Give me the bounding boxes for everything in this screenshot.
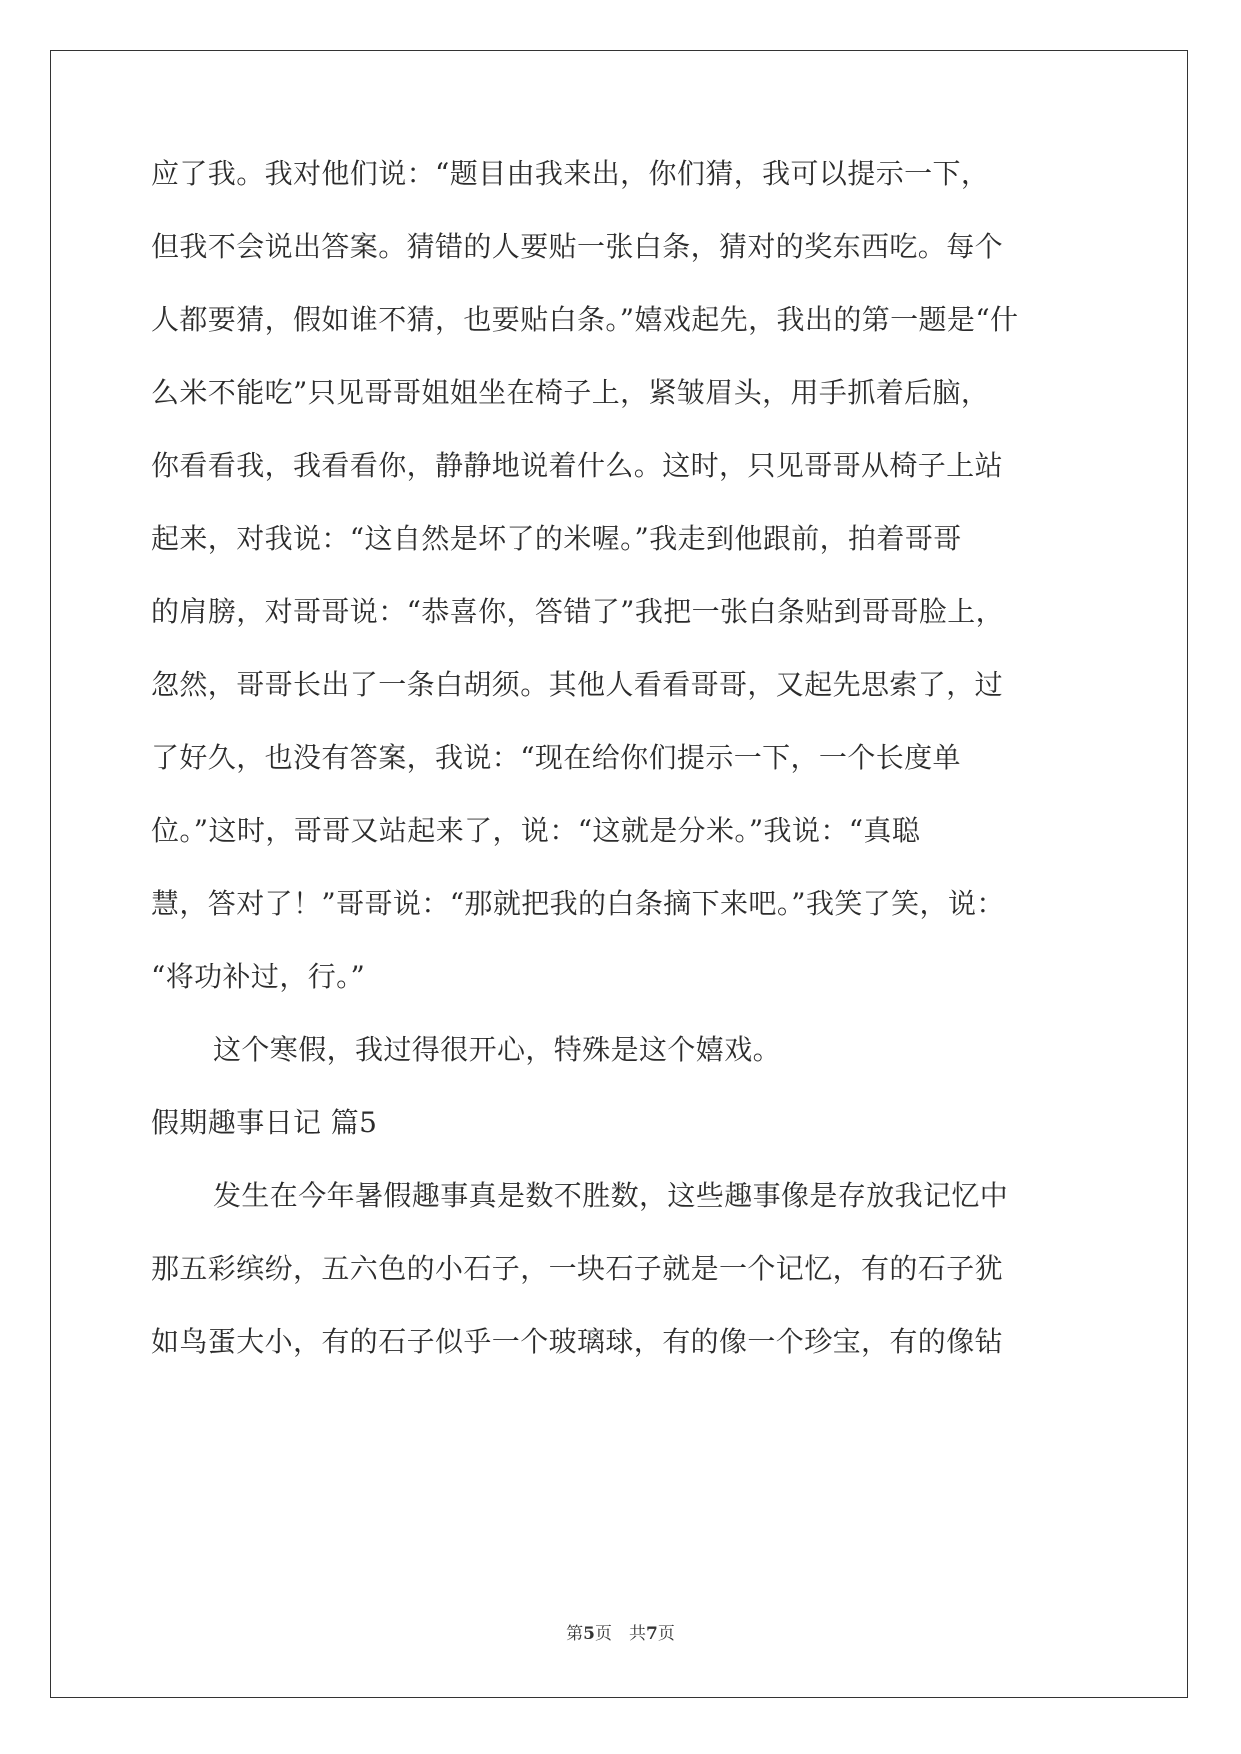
text-line: 如鸟蛋大小，有的石子似乎一个玻璃球，有的像一个珍宝，有的像钻 — [151, 1325, 1004, 1358]
text-line: 但我不会说出答案。猜错的人要贴一张白条，猜对的奖东西吃。每个 — [151, 230, 1004, 263]
paragraph-line: 发生在今年暑假趣事真是数不胜数，这些趣事像是存放我记忆中 — [213, 1179, 1009, 1212]
footer-middle: 页 共 — [595, 1624, 646, 1644]
text-line: 应了我。我对他们说：“题目由我来出，你们猜，我可以提示一下， — [151, 157, 990, 190]
footer-suffix: 页 — [657, 1624, 675, 1644]
text-line: 位。”这时，哥哥又站起来了，说：“这就是分米。”我说：“真聪 — [151, 814, 921, 847]
text-line: 人都要猜，假如谁不猜，也要贴白条。”嬉戏起先，我出的第一题是“什 — [151, 303, 1019, 336]
page-frame — [50, 50, 1188, 1698]
text-line: 起来，对我说：“这自然是坏了的米喔。”我走到他跟前，拍着哥哥 — [151, 522, 962, 555]
page-footer — [0, 1622, 1241, 1646]
current-page-number: 5 — [583, 1624, 595, 1644]
text-line: 你看看我，我看看你，静静地说着什么。这时，只见哥哥从椅子上站 — [151, 449, 1004, 482]
text-line: 了好久，也没有答案，我说：“现在给你们提示一下，一个长度单 — [151, 741, 961, 774]
text-line: 慧，答对了！”哥哥说：“那就把我的白条摘下来吧。”我笑了笑，说： — [151, 887, 1005, 920]
paragraph-line: 这个寒假，我过得很开心，特殊是这个嬉戏。 — [213, 1033, 782, 1066]
text-line: 么米不能吃”只见哥哥姐姐坐在椅子上，紧皱眉头，用手抓着后脑， — [151, 376, 990, 409]
text-line: 的肩膀，对哥哥说：“恭喜你，答错了”我把一张白条贴到哥哥脸上， — [151, 595, 1005, 628]
text-line: 那五彩缤纷，五六色的小石子，一块石子就是一个记忆，有的石子犹 — [151, 1252, 1004, 1285]
text-line: “将功补过，行。” — [151, 960, 366, 993]
footer-prefix: 第 — [566, 1624, 584, 1644]
text-line: 忽然，哥哥长出了一条白胡须。其他人看看哥哥，又起先思索了，过 — [151, 668, 1004, 701]
total-pages-number: 7 — [646, 1624, 658, 1644]
section-heading: 假期趣事日记 篇5 — [151, 1106, 378, 1139]
